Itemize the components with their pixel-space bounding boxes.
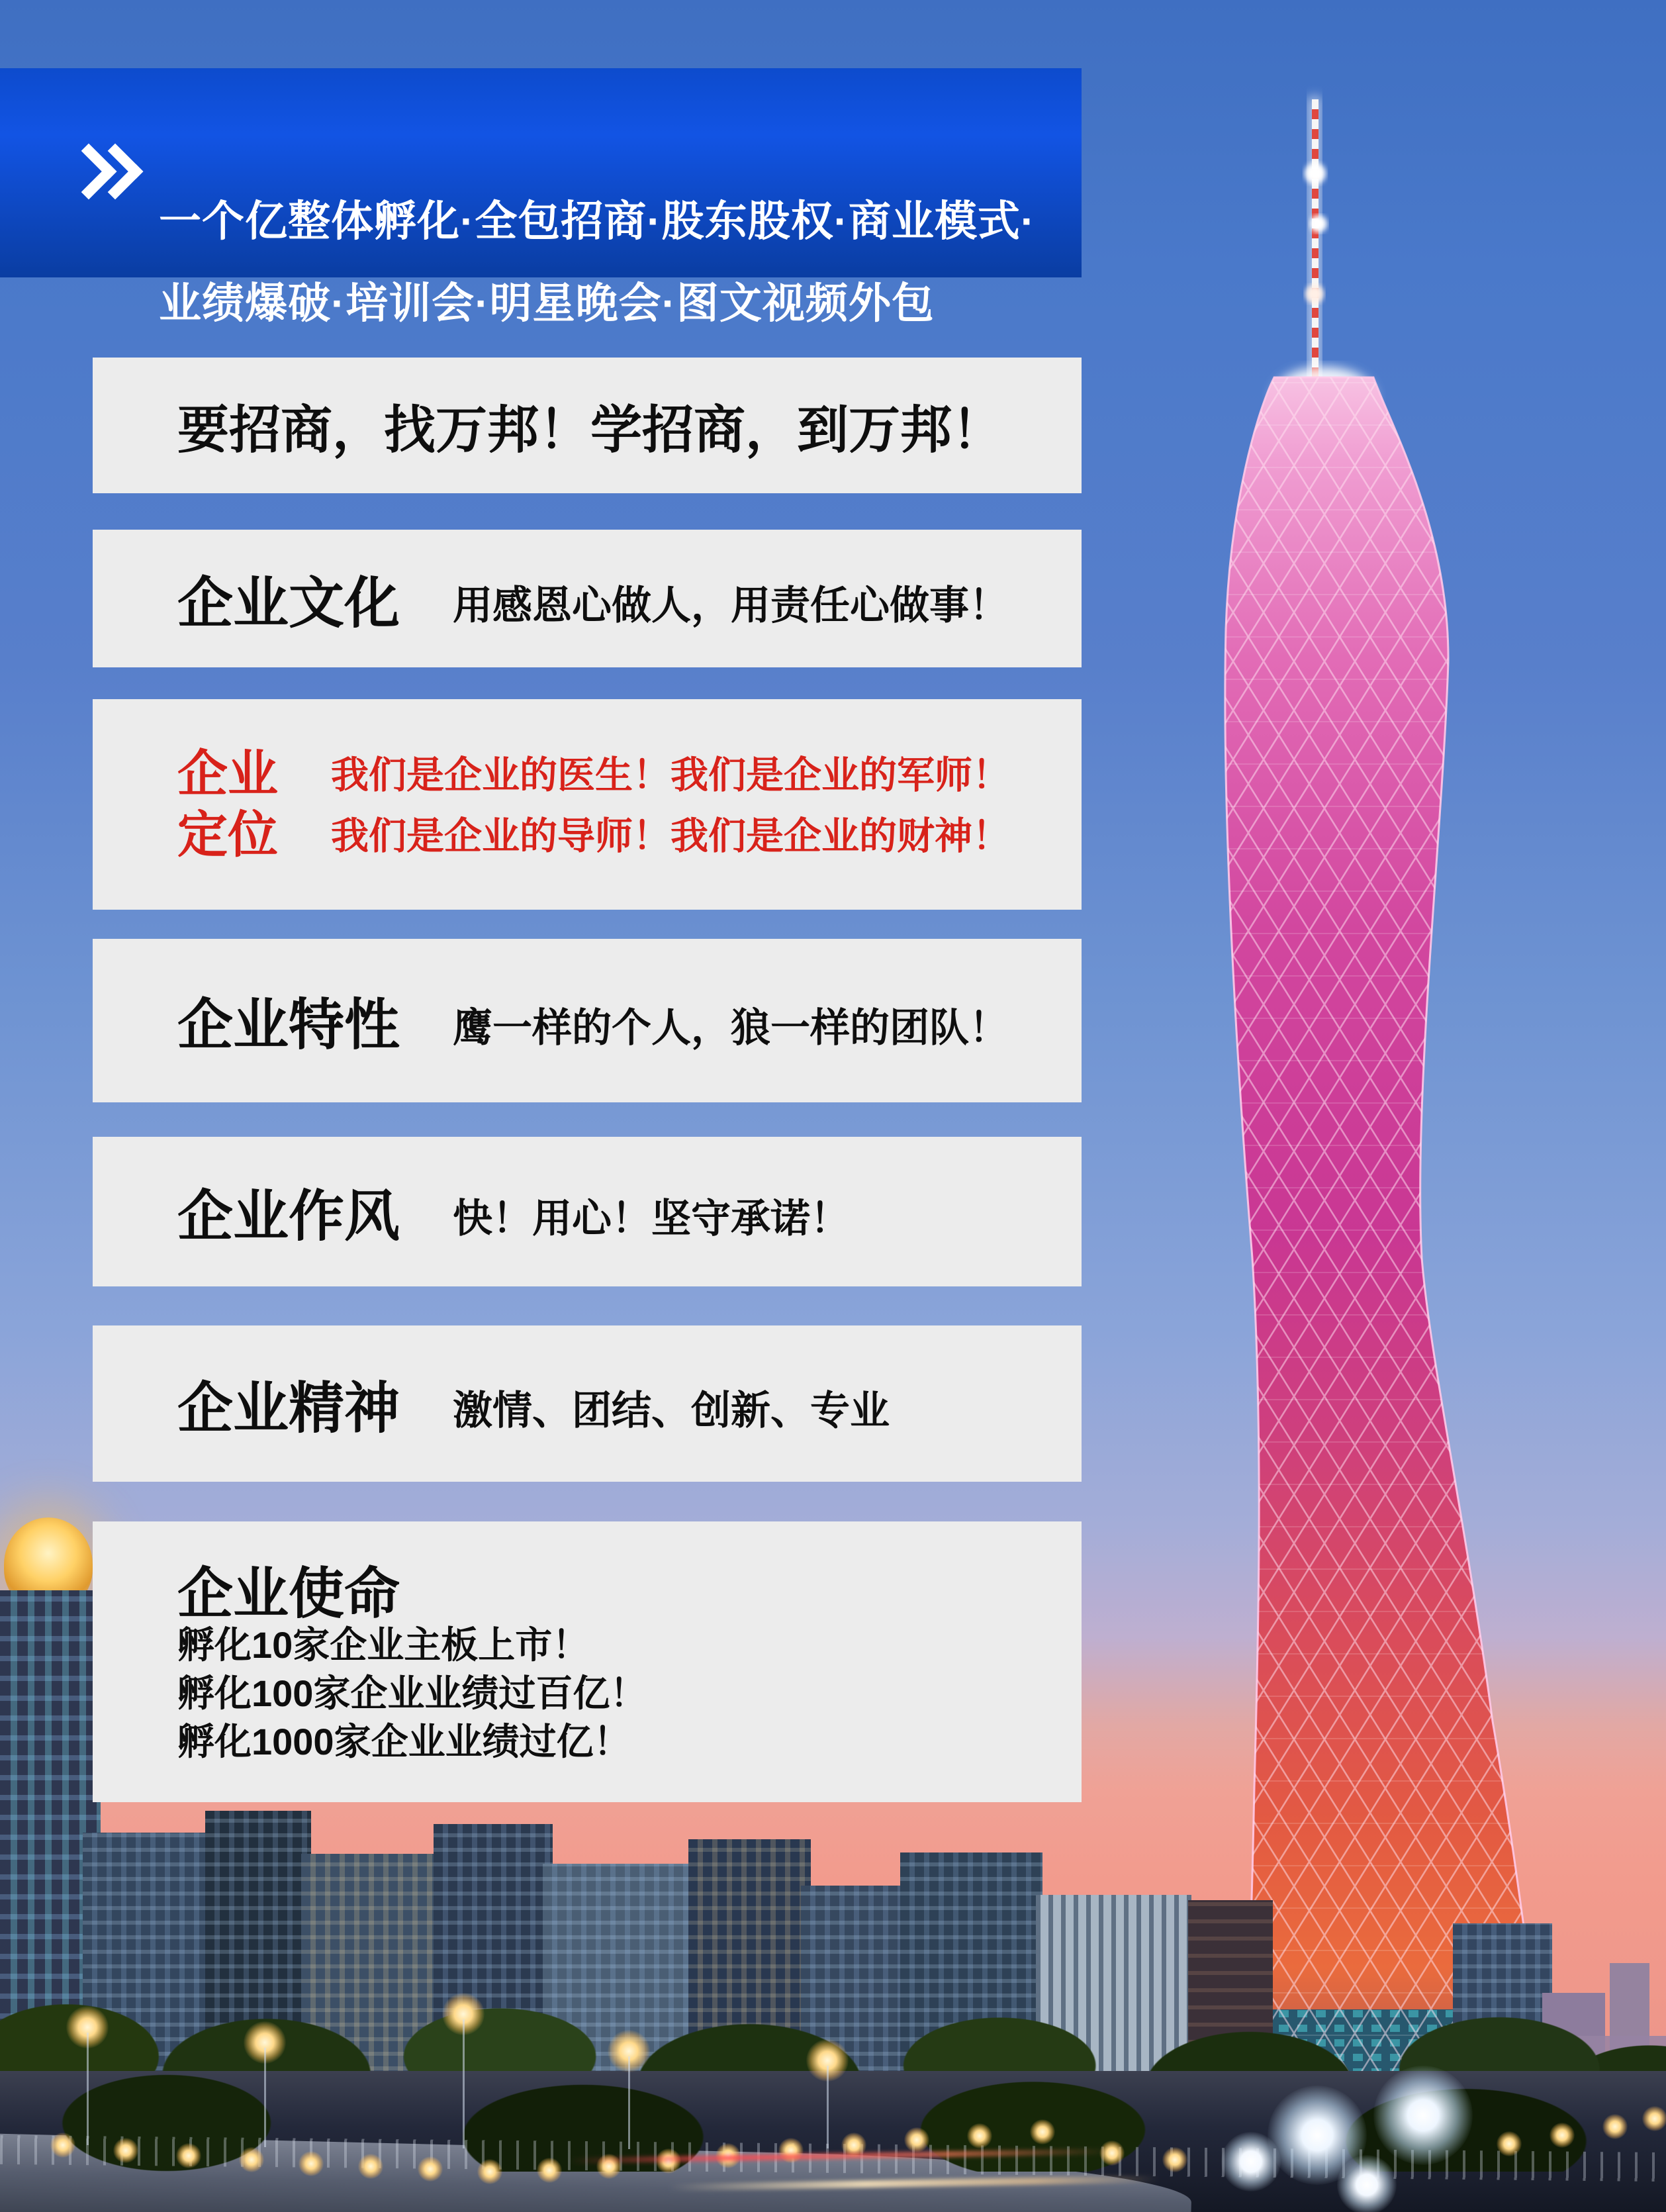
positioning-content-line-2: 我们是企业的导师！我们是企业的财神！ bbox=[331, 815, 1010, 857]
lamp-pole bbox=[264, 2048, 266, 2147]
street-lamp-glow bbox=[967, 2123, 992, 2148]
style-title: 企业作风 bbox=[177, 1184, 400, 1247]
banner-line-2: 业绩爆破·培训会·明星晚会·图文视频外包 bbox=[159, 279, 935, 327]
car-light-trail-white bbox=[669, 2176, 1158, 2191]
mission-line: 孵化1000家企业业绩过亿！ bbox=[177, 1721, 631, 1762]
lamp-pole bbox=[87, 2033, 89, 2145]
street-lamp-glow bbox=[1642, 2106, 1666, 2131]
mission-panel bbox=[93, 1521, 1082, 1802]
street-lamp-glow bbox=[1602, 2114, 1628, 2139]
street-lamp-glow bbox=[1550, 2123, 1575, 2148]
banner-line-1: 一个亿整体孵化·全包招商·股东股权·商业模式· bbox=[159, 197, 1036, 245]
traits-panel bbox=[93, 939, 1082, 1102]
positioning-content-line-1: 我们是企业的医生！我们是企业的军师！ bbox=[331, 754, 1010, 796]
street-lamp-glow bbox=[50, 2133, 75, 2158]
street-lamp-glow bbox=[1030, 2119, 1055, 2144]
positioning-panel bbox=[93, 699, 1082, 910]
positioning-row-1 bbox=[177, 736, 1010, 802]
traits-content: 鹰一样的个人，狼一样的团队！ bbox=[453, 1005, 1009, 1050]
street-lamp-glow bbox=[537, 2158, 562, 2183]
spirit-panel bbox=[93, 1325, 1082, 1482]
lamp-pole bbox=[463, 2019, 465, 2148]
street-lamp-glow bbox=[1162, 2147, 1187, 2172]
street-lamp-glow bbox=[1337, 2155, 1397, 2212]
mission-line: 孵化100家企业业绩过百亿！ bbox=[177, 1672, 647, 1714]
positioning-title-line-2: 定位 bbox=[177, 806, 278, 863]
culture-panel bbox=[93, 530, 1082, 667]
traits-title: 企业特性 bbox=[177, 994, 400, 1056]
street-lamp-glow bbox=[1373, 2066, 1473, 2165]
spirit-content: 激情、团结、创新、专业 bbox=[453, 1388, 890, 1433]
top-banner bbox=[0, 68, 1082, 327]
street-lamp-glow bbox=[239, 2147, 264, 2172]
car-light-trail-red bbox=[569, 2148, 1112, 2164]
mission-title: 企业使命 bbox=[177, 1563, 400, 1625]
culture-content: 用感恩心做人，用责任心做事！ bbox=[453, 583, 1009, 628]
street-lamp-glow bbox=[477, 2159, 502, 2184]
street-lamp-glow bbox=[904, 2127, 929, 2152]
street-lamp-glow bbox=[418, 2156, 443, 2182]
mission-line: 孵化10家企业主板上市！ bbox=[177, 1624, 590, 1666]
street-lamp-glow bbox=[176, 2143, 201, 2168]
street-lamp-glow bbox=[358, 2154, 383, 2179]
lamp-pole bbox=[827, 2066, 829, 2148]
style-content: 快！用心！坚守承诺！ bbox=[453, 1196, 851, 1241]
style-panel bbox=[93, 1137, 1082, 1286]
street-lamp-glow bbox=[299, 2151, 324, 2176]
mission-lines bbox=[177, 1621, 647, 1766]
positioning-row-2 bbox=[177, 797, 1010, 863]
slogan-text: 要招商，找万邦！学招商，到万邦！ bbox=[177, 400, 1004, 459]
spirit-title: 企业精神 bbox=[177, 1376, 400, 1439]
slogan-panel bbox=[93, 358, 1082, 493]
street-lamp-glow bbox=[113, 2138, 138, 2163]
positioning-title-line-1: 企业 bbox=[177, 745, 278, 802]
street-lamp-glow bbox=[1497, 2131, 1522, 2156]
culture-title: 企业文化 bbox=[177, 571, 400, 634]
lamp-pole bbox=[628, 2056, 630, 2149]
